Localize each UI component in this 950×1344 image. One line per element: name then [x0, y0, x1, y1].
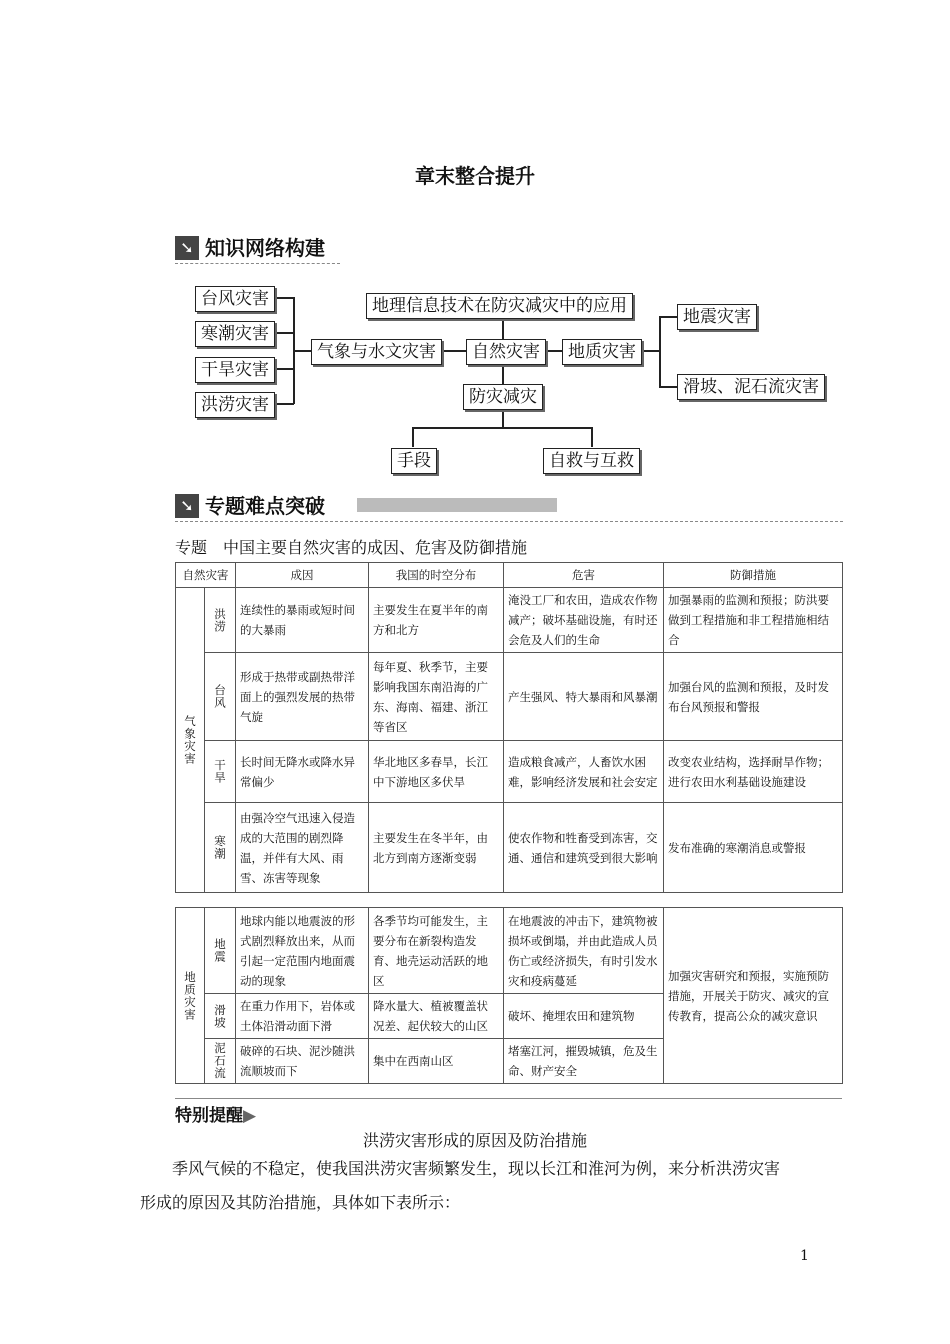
section-label: 知识网络构建: [205, 236, 325, 260]
group-label: 气象灾害: [183, 715, 197, 765]
disaster-table-meteorological: [175, 562, 843, 893]
section-label: 专题难点突破: [205, 494, 325, 518]
node-drought: 干旱灾害: [195, 357, 275, 383]
disaster-name: 滑坡: [213, 1003, 227, 1029]
table-header-row: [176, 563, 843, 588]
header-cell: 防御措施: [664, 563, 843, 588]
cause-cell: 在重力作用下，岩体或土体沿滑动面下滑: [236, 994, 369, 1039]
harm-cell: 使农作物和牲畜受到冻害，交通、通信和建筑受到很大影响: [504, 803, 664, 893]
group-label: 地质灾害: [183, 970, 197, 1021]
tip-label: 特别提醒: [175, 1106, 243, 1126]
harm-cell: 产生强风、特大暴雨和风暴潮: [504, 653, 664, 741]
cause-cell: 破碎的石块、泥沙随洪流顺坡而下: [236, 1039, 369, 1084]
defense-cell: 加强台风的监测和预报，及时发布台风预报和警报: [664, 653, 843, 741]
table-row: [176, 588, 843, 653]
node-earthquake: 地震灾害: [677, 304, 757, 330]
table-row: [176, 741, 843, 803]
defense-cell: 发布准确的寒潮消息或警报: [664, 803, 843, 893]
node-means: 手段: [391, 448, 437, 474]
distribution-cell: 集中在西南山区: [369, 1039, 504, 1084]
disaster-table-geological: [175, 907, 843, 1084]
node-geo-info-tech: 地理信息技术在防灾减灾中的应用: [366, 293, 633, 319]
header-cell: 我国的时空分布: [369, 563, 504, 588]
cause-cell: 形成于热带或副热带洋面上的强烈发展的热带气旋: [236, 653, 369, 741]
disaster-name: 洪涝: [213, 607, 227, 633]
node-prevention: 防灾减灾: [463, 384, 543, 410]
paragraph-line-1: 季风气候的不稳定，使我国洪涝灾害频繁发生，现以长江和淮河为例，来分析洪涝灾害: [172, 1159, 781, 1178]
node-flood: 洪涝灾害: [195, 392, 275, 418]
cause-cell: 长时间无降水或降水异常偏少: [236, 741, 369, 803]
cause-cell: 连续性的暴雨或短时间的大暴雨: [236, 588, 369, 653]
node-typhoon: 台风灾害: [195, 286, 275, 312]
distribution-cell: 主要发生在夏半年的南方和北方: [369, 588, 504, 653]
topic-caption: 专题 中国主要自然灾害的成因、危害及防御措施: [175, 538, 528, 557]
header-cell: 危害: [504, 563, 664, 588]
section-header-key-topics: [175, 492, 843, 522]
page-number: 1: [800, 1248, 809, 1264]
section-header-knowledge-network: [175, 234, 340, 264]
table-row: [176, 908, 843, 994]
harm-cell: 淹没工厂和农田，造成农作物减产；破坏基础设施，有时还会危及人们的生命: [504, 588, 664, 653]
cause-cell: 地球内能以地震波的形式剧烈释放出来，从而引起一定范围内地面震动的现象: [236, 908, 369, 994]
special-reminder: [175, 1098, 842, 1126]
node-natural-disaster: 自然灾害: [466, 339, 546, 365]
table-row: [176, 803, 843, 893]
harm-cell: 堵塞江河，摧毁城镇，危及生命、财产安全: [504, 1039, 664, 1084]
distribution-cell: 主要发生在冬半年，由北方到南方逐渐变弱: [369, 803, 504, 893]
arrow-icon: ➘: [175, 494, 199, 518]
disaster-name: 干旱: [213, 759, 227, 784]
tip-title: 洪涝灾害形成的原因及防治措施: [362, 1131, 587, 1150]
harm-cell: 在地震波的冲击下，建筑物被损坏或倒塌，并由此造成人员伤亡或经济损失，有时引发水灾和疫病蔓延: [504, 908, 664, 994]
node-meteorological: 气象与水文灾害: [311, 339, 442, 365]
table-row: [176, 653, 843, 741]
disaster-name: 寒潮: [213, 835, 227, 860]
play-icon: ▶: [243, 1106, 257, 1126]
node-landslide: 滑坡、泥石流灾害: [677, 374, 825, 400]
node-self-rescue: 自救与互救: [543, 448, 640, 474]
header-cell: 成因: [236, 563, 369, 588]
harm-cell: 破坏、掩埋农田和建筑物: [504, 994, 664, 1039]
header-cell: 自然灾害: [176, 563, 236, 588]
distribution-cell: 华北地区多春旱，长江中下游地区多伏旱: [369, 741, 504, 803]
defense-cell: 改变农业结构，选择耐旱作物；进行农田水利基础设施建设: [664, 741, 843, 803]
node-geological: 地质灾害: [562, 339, 642, 365]
defense-cell: 加强暴雨的监测和预报；防洪要做到工程措施和非工程措施相结合: [664, 588, 843, 653]
disaster-name: 地震: [213, 938, 227, 963]
distribution-cell: 每年夏、秋季节，主要影响我国东南沿海的广东、海南、福建、浙江等省区: [369, 653, 504, 741]
disaster-name: 台风: [213, 684, 227, 709]
page-title: 章末整合提升: [415, 164, 535, 188]
harm-cell: 造成粮食减产，人畜饮水困难，影响经济发展和社会安定: [504, 741, 664, 803]
defense-cell: 加强灾害研究和预报，实施预防措施，开展关于防灾、减灾的宣传教育，提高公众的减灾意识: [664, 908, 843, 1084]
disaster-name: 泥石流: [213, 1042, 227, 1080]
paragraph-line-2: 形成的原因及其防治措施，具体如下表所示：: [140, 1193, 461, 1212]
node-cold-wave: 寒潮灾害: [195, 321, 275, 347]
distribution-cell: 各季节均可能发生，主要分布在新裂构造发育、地壳运动活跃的地区: [369, 908, 504, 994]
arrow-icon: ➘: [175, 236, 199, 260]
distribution-cell: 降水量大、植被覆盖状况差、起伏较大的山区: [369, 994, 504, 1039]
cause-cell: 由强冷空气迅速入侵造成的大范围的剧烈降温，并伴有大风、雨雪、冻害等现象: [236, 803, 369, 893]
